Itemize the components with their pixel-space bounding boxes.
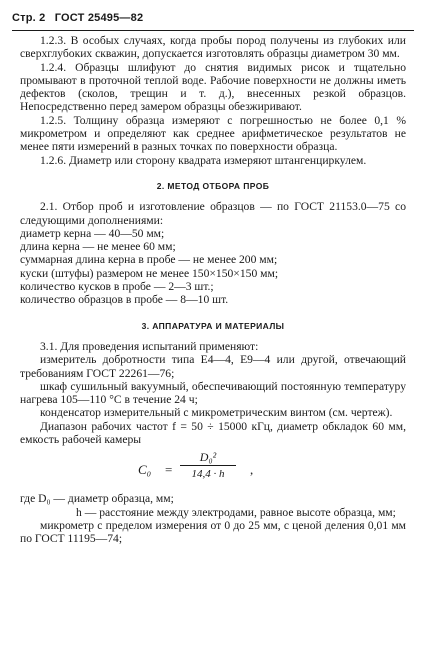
header-rule (12, 30, 414, 31)
fraction-bar (180, 465, 236, 466)
formula-comma: , (250, 462, 254, 478)
section-heading-apparatus: 3. АППАРАТУРА И МАТЕРИАЛЫ (141, 320, 285, 331)
paragraph-1-2-4: 1.2.4. Образцы шлифуют до снятия видимых рисок и тщательно промывают в проточной теплой воде. Рабочие поверхности не должны иметь дефектов (сколов, трещин и т. д.), внесенных резкой образцов. Непосредственно перед замером образцы обезжиривают. (20, 60, 406, 114)
sampling-requirements-list (20, 227, 406, 307)
page-header (12, 12, 149, 24)
legend-d0: где D₀ — диаметр образца, мм; (20, 492, 174, 506)
capacitance-formula (20, 450, 406, 486)
list-item: суммарная длина керна в пробе — не менее 200 мм; (20, 253, 278, 267)
page-body (20, 34, 406, 546)
list-item: диаметр керна — 40—50 мм; (20, 226, 165, 240)
paragraph-1-2-6: 1.2.6. Диаметр или сторону квадрата измеряют штангенциркулем. (40, 153, 367, 167)
standard-number: ГОСТ 25495—82 (54, 12, 144, 24)
page-number: Стр. 2 (12, 12, 46, 24)
formula-lhs: C₀ (138, 462, 152, 478)
formula-numerator: D₀² (199, 450, 217, 465)
formula-denominator: 14,4 · h (191, 468, 225, 481)
paragraph-drying-cabinet: шкаф сушильный вакуумный, обеспечивающий постоянную температуру нагрева 105—110 °С в течение 24 ч; (20, 379, 406, 407)
list-item: куски (штуфы) размером не менее 150×150×150 мм; (20, 266, 279, 280)
paragraph-frequency-range: Диапазон рабочих частот f = 50 ÷ 15000 кГц, диаметр обкладок 60 мм, емкость рабочей камеры (20, 419, 406, 447)
section-heading-sampling: 2. МЕТОД ОТБОРА ПРОБ (156, 180, 270, 191)
formula-fraction (180, 450, 236, 481)
legend-h: h — расстояние между электродами, равное высоте образца, мм; (76, 505, 396, 519)
paragraph-capacitor: конденсатор измерительный с микрометрическим винтом (см. чертеж). (40, 406, 393, 420)
list-item: длина керна — не менее 60 мм; (20, 240, 176, 254)
paragraph-2-1: 2.1. Отбор проб и изготовление образцов — по ГОСТ 21153.0—75 со следующими дополнениями: (20, 200, 406, 227)
list-item: количество образцов в пробе — 8—10 шт. (20, 293, 229, 307)
formula-equals: = (165, 462, 173, 478)
list-item: количество кусков в пробе — 2—3 шт.; (20, 280, 214, 294)
paragraph-1-2-3: 1.2.3. В особых случаях, когда пробы пород получены из глубоких или сверхглубоких скважин, допускается изготовлять образцы диаметром 30 мм. (20, 34, 406, 61)
paragraph-micrometer: микрометр с пределом измерения от 0 до 25 мм, с ценой деления 0,01 мм по ГОСТ 11195—74; (20, 518, 406, 546)
formula-legend (20, 492, 406, 519)
paragraph-3-1: 3.1. Для проведения испытаний применяют: (40, 339, 259, 353)
paragraph-q-meter: измеритель добротности типа Е4—4, Е9—4 или другой, отвечающий требованиям ГОСТ 22261—76; (20, 353, 406, 380)
paragraph-1-2-5: 1.2.5. Толщину образца измеряют с погрешностью не более 0,1 % микрометром и определяют как среднее арифметическое результатов не менее пяти измерений в разных точках по поверхности образца. (20, 113, 406, 154)
